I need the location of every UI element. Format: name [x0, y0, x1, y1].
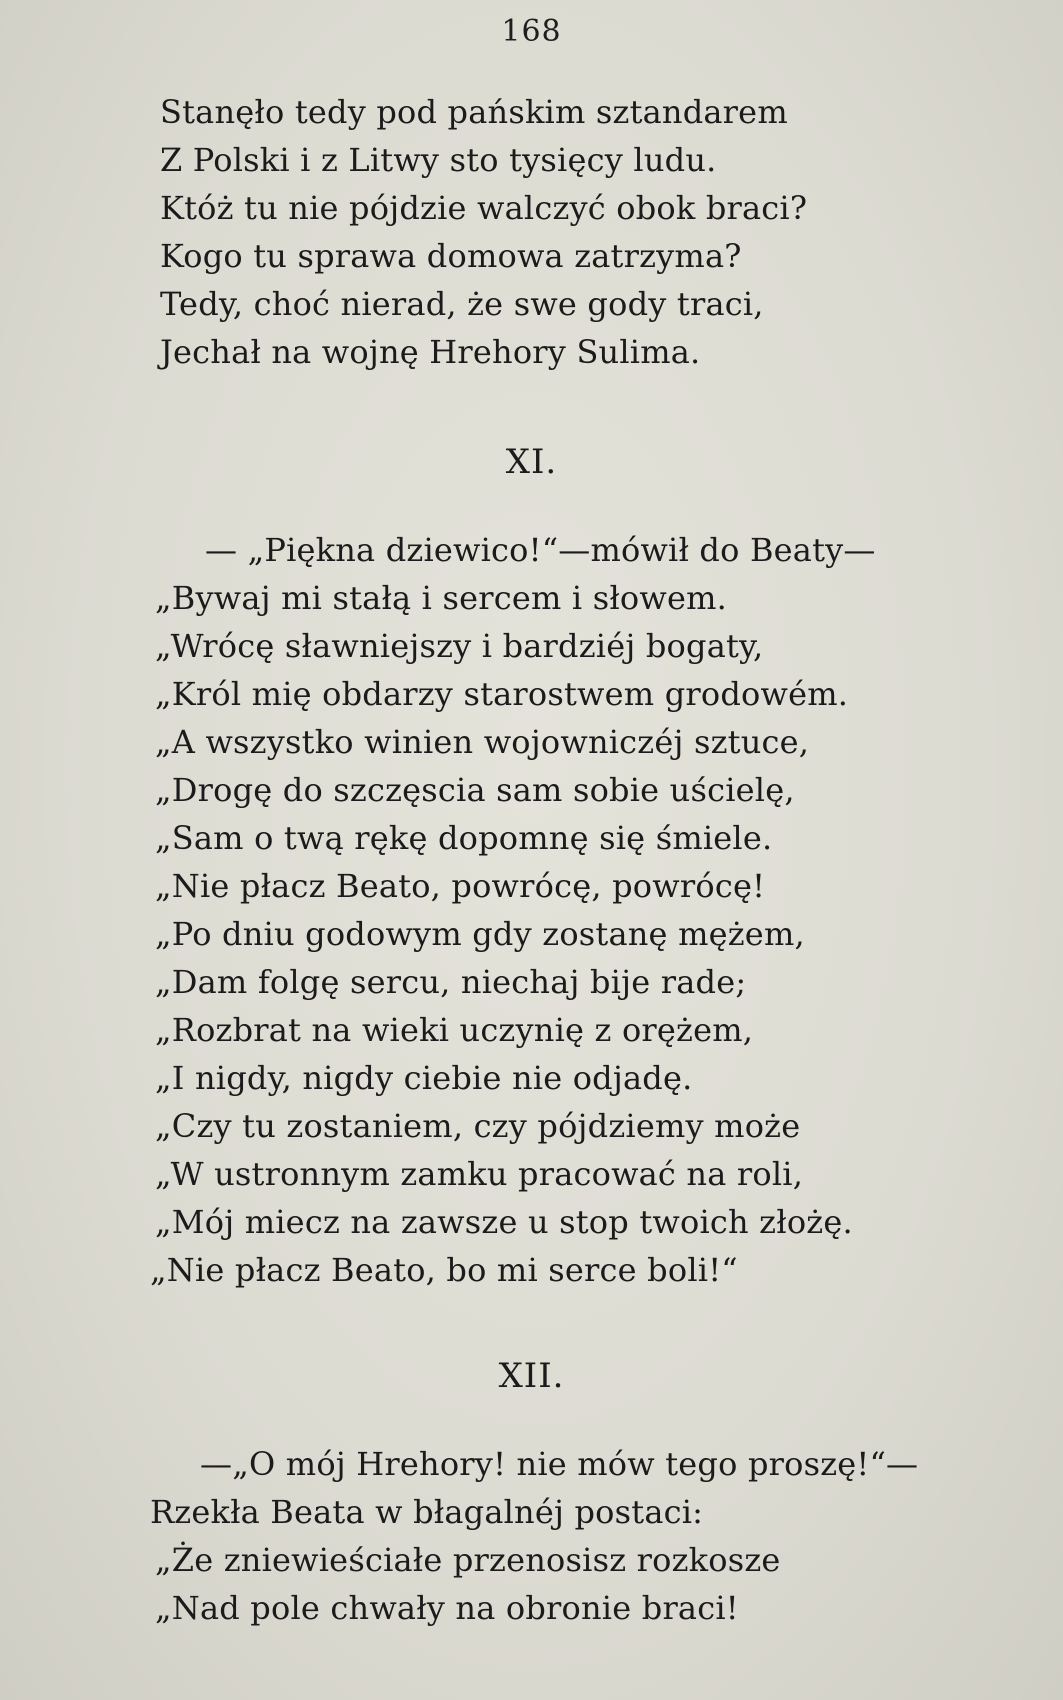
verse-line: „Nie płacz Beato, bo mi serce boli!“: [150, 1251, 738, 1289]
verse-line: —„O mój Hrehory! nie mów tego proszę!“—: [200, 1445, 919, 1483]
verse-line: „Wrócę sławniejszy i bardziéj bogaty,: [155, 627, 764, 665]
verse-line: „Król mię obdarzy starostwem grodowém.: [155, 675, 849, 713]
verse-line: „Że zniewieściałe przenosisz rozkosze: [155, 1541, 781, 1579]
section-heading-xi: XI.: [505, 442, 558, 482]
page-number: 168: [501, 14, 562, 49]
section-heading-xii: XII.: [498, 1356, 565, 1396]
verse-line: „Drogę do szczęscia sam sobie uścielę,: [155, 771, 795, 809]
verse-line: Stanęło tedy pod pańskim sztandarem: [160, 93, 788, 131]
verse-line: Tedy, choć nierad, że swe gody traci,: [160, 285, 764, 323]
verse-line: Jechał na wojnę Hrehory Sulima.: [160, 333, 701, 371]
verse-line: „Nad pole chwały na obronie braci!: [155, 1589, 739, 1627]
verse-line: „Sam o twą rękę dopomnę się śmiele.: [155, 819, 773, 857]
verse-line: „Po dniu godowym gdy zostanę mężem,: [155, 915, 805, 953]
verse-line: „Bywaj mi stałą i sercem i słowem.: [155, 579, 728, 617]
verse-line: „Dam folgę sercu, niechaj bije rade;: [155, 963, 747, 1001]
verse-line: „Rozbrat na wieki uczynię z orężem,: [155, 1011, 754, 1049]
verse-line: „Mój miecz na zawsze u stop twoich złożę.: [155, 1203, 853, 1241]
verse-line: — „Piękna dziewico!“—mówił do Beaty—: [205, 531, 876, 569]
verse-line: „Nie płacz Beato, powrócę, powrócę!: [155, 867, 766, 905]
verse-line: Któż tu nie pójdzie walczyć obok braci?: [160, 189, 808, 227]
verse-line: „W ustronnym zamku pracować na roli,: [155, 1155, 804, 1193]
verse-line: „I nigdy, nigdy ciebie nie odjadę.: [155, 1059, 693, 1097]
verse-line: Z Polski i z Litwy sto tysięcy ludu.: [160, 141, 717, 179]
verse-line: „A wszystko winien wojowniczéj sztuce,: [155, 723, 810, 761]
verse-line: Kogo tu sprawa domowa zatrzyma?: [160, 237, 742, 275]
verse-line: „Czy tu zostaniem, czy pójdziemy może: [155, 1107, 801, 1145]
verse-line: Rzekła Beata w błagalnéj postaci:: [150, 1493, 704, 1531]
